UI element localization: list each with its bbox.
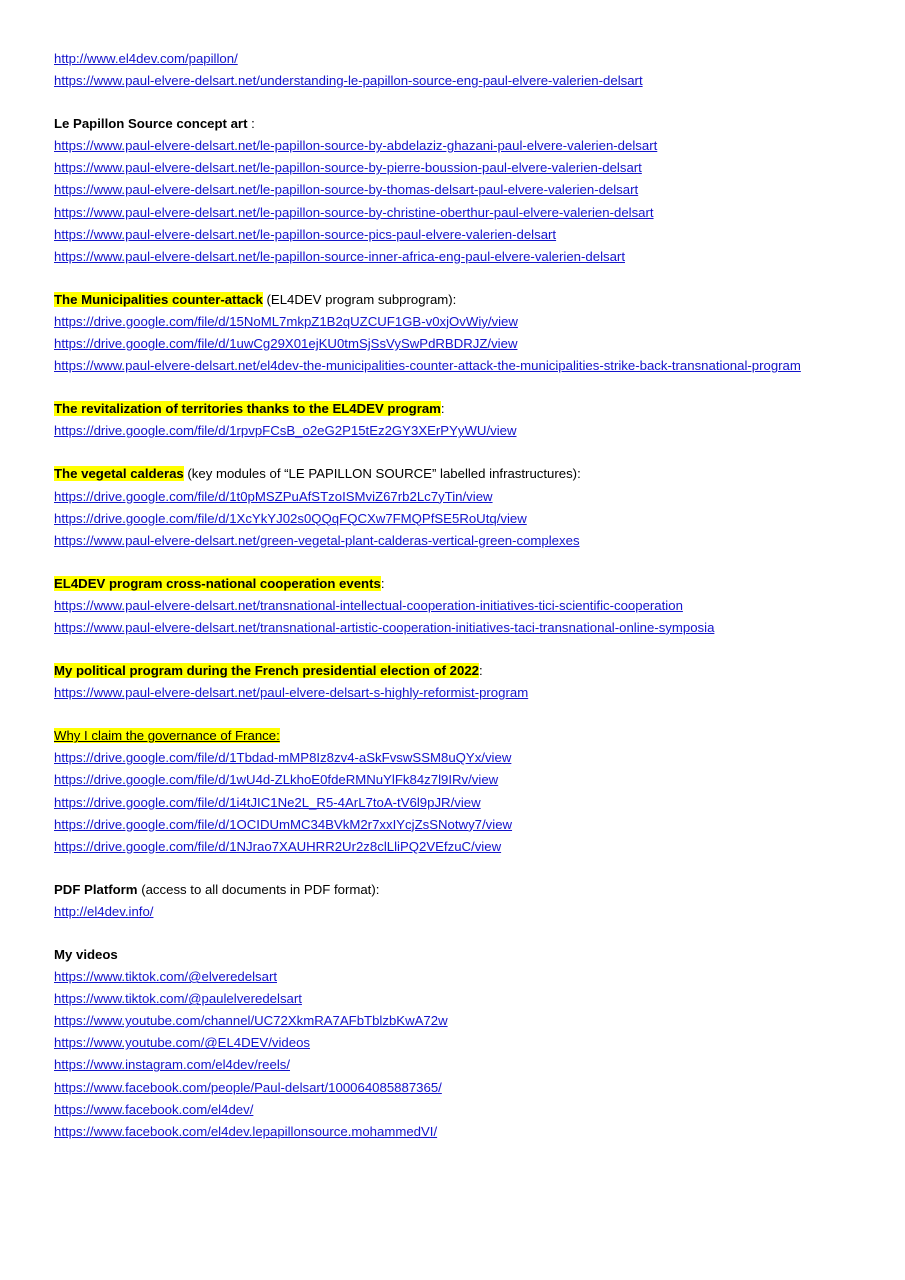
hyperlink[interactable]: https://drive.google.com/file/d/1Tbdad-mMP8Iz8zv4-aSkFvswSSM8uQYx/view <box>54 750 512 766</box>
hyperlink[interactable]: https://drive.google.com/file/d/1t0pMSZPuAfSTzoISMviZ67rb2Lc7yTin/view <box>54 488 493 504</box>
section-heading <box>54 879 849 901</box>
section-heading-note: : <box>380 575 385 591</box>
section-heading <box>54 463 849 485</box>
section-heading <box>54 660 849 682</box>
section-heading-label: My political program during the French presidential election of 2022 <box>54 663 480 679</box>
hyperlink[interactable]: https://www.facebook.com/el4dev/ <box>54 1101 254 1117</box>
section-heading-label: The revitalization of territories thanks to the EL4DEV program <box>54 401 441 417</box>
hyperlink[interactable]: https://drive.google.com/file/d/1NJrao7XAUHRR2Ur2z8clLliPQ2VEfzuC/view <box>54 838 502 854</box>
hyperlink[interactable]: https://www.instagram.com/el4dev/reels/ <box>54 1057 291 1073</box>
section-heading-label: Why I claim the governance of France: <box>54 728 280 744</box>
hyperlink[interactable]: https://www.tiktok.com/@paulelveredelsart <box>54 991 302 1007</box>
hyperlink[interactable]: https://www.paul-elvere-delsart.net/understanding-le-papillon-source-eng-paul-elvere-valerien-delsart <box>54 73 643 89</box>
hyperlink[interactable]: https://www.paul-elvere-delsart.net/le-papillon-source-by-pierre-boussion-paul-elvere-valerien-delsart <box>54 160 642 176</box>
section-heading <box>54 113 849 135</box>
hyperlink[interactable]: https://www.paul-elvere-delsart.net/le-papillon-source-pics-paul-elvere-valerien-delsart <box>54 226 557 242</box>
section-heading <box>54 944 849 966</box>
content-block <box>54 944 849 1143</box>
hyperlink[interactable]: https://www.paul-elvere-delsart.net/transnational-intellectual-cooperation-initiatives-tici-scientific-cooperation <box>54 597 683 613</box>
section-heading-label: The Municipalities counter-attack <box>54 291 263 307</box>
hyperlink[interactable]: http://el4dev.info/ <box>54 903 154 919</box>
document-body <box>54 48 849 1143</box>
section-heading-label: The vegetal calderas <box>54 466 184 482</box>
section-heading <box>54 573 849 595</box>
hyperlink[interactable]: https://www.paul-elvere-delsart.net/transnational-artistic-cooperation-initiatives-taci-transnational-online-symposia <box>54 619 715 635</box>
section-heading-note: : <box>440 401 445 417</box>
section-heading-note: (key modules of “LE PAPILLON SOURCE” labelled infrastructures): <box>183 466 581 482</box>
hyperlink[interactable]: https://www.tiktok.com/@elveredelsart <box>54 969 277 985</box>
hyperlink[interactable]: https://drive.google.com/file/d/1wU4d-ZLkhoE0fdeRMNuYlFk84z7l9IRv/view <box>54 772 499 788</box>
section-heading-label: My videos <box>54 947 118 962</box>
section-heading-label: Le Papillon Source concept art <box>54 116 248 132</box>
content-block <box>54 725 849 858</box>
section-heading <box>54 398 849 420</box>
section-heading <box>54 725 849 747</box>
content-block <box>54 879 849 923</box>
section-heading-note: : <box>247 116 255 132</box>
hyperlink[interactable]: http://www.el4dev.com/papillon/ <box>54 51 238 66</box>
hyperlink[interactable]: https://www.paul-elvere-delsart.net/le-papillon-source-by-thomas-delsart-paul-elvere-valerien-delsart <box>54 182 639 198</box>
hyperlink[interactable]: https://www.facebook.com/el4dev.lepapillonsource.mohammedVI/ <box>54 1123 438 1139</box>
hyperlink[interactable]: https://drive.google.com/file/d/1rpvpFCsB_o2eG2P15tEz2GY3XErPYyWU/view <box>54 423 517 439</box>
section-heading-note: (access to all documents in PDF format): <box>137 881 380 897</box>
section-heading-note: (EL4DEV program subprogram): <box>262 291 457 307</box>
section-heading-label: PDF Platform <box>54 881 138 897</box>
hyperlink[interactable]: https://drive.google.com/file/d/1XcYkYJ02s0QQqFQCXw7FMQPfSE5RoUtq/view <box>54 510 527 526</box>
hyperlink[interactable]: https://www.paul-elvere-delsart.net/le-papillon-source-by-christine-oberthur-paul-elvere-valerien-delsart <box>54 204 654 220</box>
content-block <box>54 660 849 704</box>
hyperlink[interactable]: https://www.facebook.com/people/Paul-delsart/100064085887365/ <box>54 1079 442 1095</box>
content-block <box>54 289 849 377</box>
section-heading-note: : <box>479 663 483 679</box>
hyperlink[interactable]: https://www.youtube.com/@EL4DEV/videos <box>54 1035 311 1051</box>
content-block <box>54 463 849 551</box>
hyperlink[interactable]: https://www.paul-elvere-delsart.net/le-papillon-source-by-abdelaziz-ghazani-paul-elvere-valerien-delsart <box>54 138 658 154</box>
hyperlink[interactable]: https://www.paul-elvere-delsart.net/le-papillon-source-inner-africa-eng-paul-elvere-valerien-delsart <box>54 248 625 264</box>
hyperlink[interactable]: https://drive.google.com/file/d/1uwCg29X01ejKU0tmSjSsVySwPdRBDRJZ/view <box>54 336 518 352</box>
hyperlink[interactable]: https://www.paul-elvere-delsart.net/paul-elvere-delsart-s-highly-reformist-program <box>54 685 529 701</box>
hyperlink[interactable]: https://drive.google.com/file/d/1i4tJIC1Ne2L_R5-4ArL7toA-tV6l9pJR/view <box>54 794 481 810</box>
hyperlink[interactable]: https://www.youtube.com/channel/UC72XkmRA7AFbTblzbKwA72w <box>54 1013 448 1029</box>
section-heading <box>54 289 849 311</box>
hyperlink[interactable]: https://www.paul-elvere-delsart.net/el4dev-the-municipalities-counter-attack-the-municipalities-strike-back-transnational-program <box>54 358 801 374</box>
content-block <box>54 398 849 442</box>
content-block <box>54 573 849 639</box>
section-heading-label: EL4DEV program cross-national cooperation events <box>54 575 381 591</box>
content-block <box>54 113 849 268</box>
hyperlink[interactable]: https://www.paul-elvere-delsart.net/green-vegetal-plant-calderas-vertical-green-complexes <box>54 532 580 548</box>
hyperlink[interactable]: https://drive.google.com/file/d/15NoML7mkpZ1B2qUZCUF1GB-v0xjOvWiy/view <box>54 313 518 329</box>
content-block <box>54 48 849 92</box>
hyperlink[interactable]: https://drive.google.com/file/d/1OCIDUmMC34BVkM2r7xxIYcjZsSNotwy7/view <box>54 816 513 832</box>
